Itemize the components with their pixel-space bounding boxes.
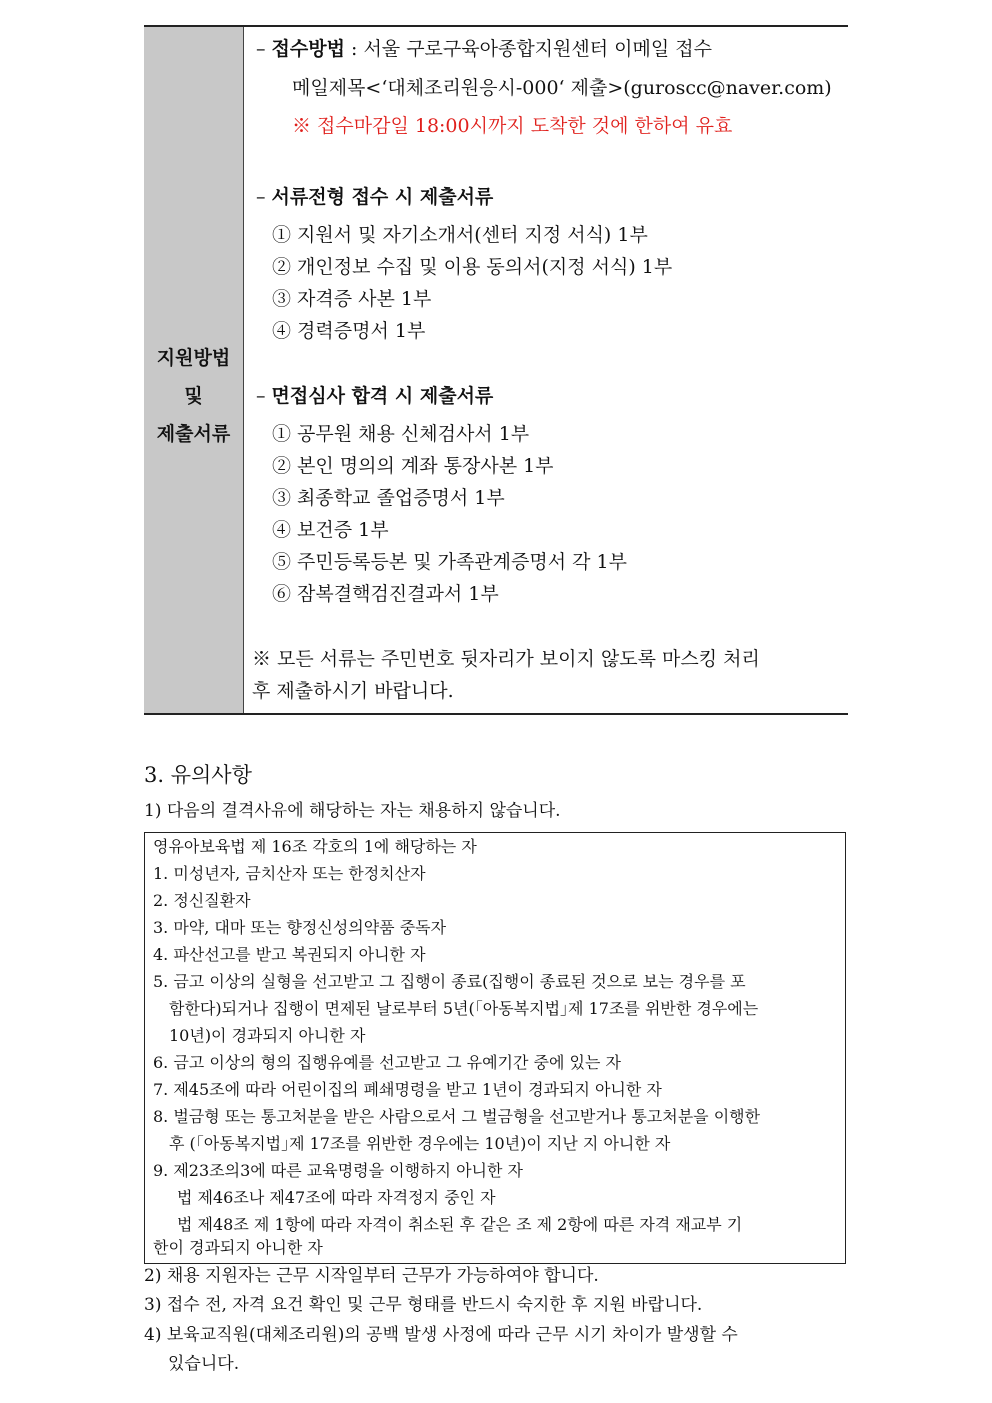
masking-note-line1: ※ 모든 서류는 주민번호 뒷자리가 보이지 않도록 마스킹 처리 — [252, 648, 760, 670]
label-and: 및 — [184, 385, 203, 407]
note-item-2: 2) 채용 지원자는 근무 시작일부터 근무가 가능하여야 합니다. — [144, 1266, 599, 1286]
list-item: ① 공무원 채용 신체검사서 1부 — [272, 423, 530, 445]
submit-method-text: : 서울 구로구육아종합지원센터 이메일 접수 — [344, 38, 712, 60]
disq-line: 10년)이 경과되지 아니한 자 — [169, 1026, 366, 1045]
section-title-notes: 3. 유의사항 — [144, 763, 252, 787]
label-apply-method: 지원방법 — [156, 347, 231, 369]
email-subject-line: 메일제목<‘대체조리원응시-000‘ 제출>(guroscc@naver.com) — [292, 77, 832, 99]
note-item-4-line1: 4) 보육교직원(대체조리원)의 공백 발생 사정에 따라 근무 시기 차이가 발생할 수 — [144, 1325, 738, 1345]
disq-line: 2. 정신질환자 — [153, 891, 251, 910]
disqualification-box — [144, 832, 846, 1264]
note-item-1: 1) 다음의 결격사유에 해당하는 자는 채용하지 않습니다. — [144, 801, 561, 821]
disq-line: 함한다)되거나 집행이 면제된 날로부터 5년(｢아동복지법｣제 17조를 위반한 경우에는 — [169, 999, 759, 1018]
disq-line: 3. 마약, 대마 또는 향정신성의약품 중독자 — [153, 918, 447, 937]
list-item: ③ 자격증 사본 1부 — [272, 288, 432, 310]
submit-method-heading: 접수방법 — [271, 38, 345, 60]
disq-line: 6. 금고 이상의 형의 집행유예를 선고받고 그 유예기간 중에 있는 자 — [153, 1053, 621, 1072]
list-item: ③ 최종학교 졸업증명서 1부 — [272, 487, 505, 509]
deadline-note: ※ 접수마감일 18:00시까지 도착한 것에 한하여 유효 — [292, 115, 733, 137]
list-item: ④ 경력증명서 1부 — [272, 320, 426, 342]
list-item: ① 지원서 및 자기소개서(센터 지정 서식) 1부 — [272, 224, 648, 246]
interview-docs-heading: – 면접심사 합격 시 제출서류 — [256, 385, 494, 407]
list-item: ⑤ 주민등록등본 및 가족관계증명서 각 1부 — [272, 551, 627, 573]
disq-line: 5. 금고 이상의 실형을 선고받고 그 집행이 종료(집행이 종료된 것으로 보는 경우를 포 — [153, 972, 746, 991]
disq-line: 법 제48조 제 1항에 따라 자격이 취소된 후 같은 조 제 2항에 따른 자격 재교부 기 — [177, 1215, 743, 1234]
disq-line: 1. 미성년자, 금치산자 또는 한정치산자 — [153, 864, 426, 883]
table-row-header — [144, 27, 244, 713]
note-item-3: 3) 접수 전, 자격 요건 확인 및 근무 형태를 반드시 숙지한 후 지원 바랍니다. — [144, 1295, 703, 1315]
disq-line: 한이 경과되지 아니한 자 — [153, 1238, 323, 1257]
list-item: ② 개인정보 수집 및 이용 동의서(지정 서식) 1부 — [272, 256, 673, 278]
submit-method-line: – 접수방법 : 서울 구로구육아종합지원센터 이메일 접수 — [256, 38, 712, 60]
list-item: ④ 보건증 1부 — [272, 519, 389, 541]
disqualification-intro: 영유아보육법 제 16조 각호의 1에 해당하는 자 — [153, 837, 477, 856]
disq-line: 7. 제45조에 따라 어린이집의 폐쇄명령을 받고 1년이 경과되지 아니한 자 — [153, 1080, 662, 1099]
disq-line: 9. 제23조의3에 따른 교육명령을 이행하지 아니한 자 — [153, 1161, 523, 1180]
disq-line: 4. 파산선고를 받고 복권되지 아니한 자 — [153, 945, 426, 964]
screening-docs-heading: – 서류전형 접수 시 제출서류 — [256, 186, 494, 208]
disq-line: 법 제46조나 제47조에 따라 자격정지 중인 자 — [177, 1188, 496, 1207]
disq-line: 8. 벌금형 또는 통고처분을 받은 사람으로서 그 벌금형을 선고받거나 통고처분을 이행한 — [153, 1107, 761, 1126]
table-content — [244, 27, 848, 713]
masking-note-line2: 후 제출하시기 바랍니다. — [252, 680, 454, 702]
disq-line: 후 (｢아동복지법｣제 17조를 위반한 경우에는 10년)이 지난 지 아니한 자 — [169, 1134, 671, 1153]
list-item: ② 본인 명의의 계좌 통장사본 1부 — [272, 455, 554, 477]
label-documents: 제출서류 — [156, 423, 231, 445]
application-method-table — [144, 25, 848, 715]
note-item-4-line2: 있습니다. — [168, 1354, 240, 1374]
list-item: ⑥ 잠복결핵검진결과서 1부 — [272, 583, 499, 605]
